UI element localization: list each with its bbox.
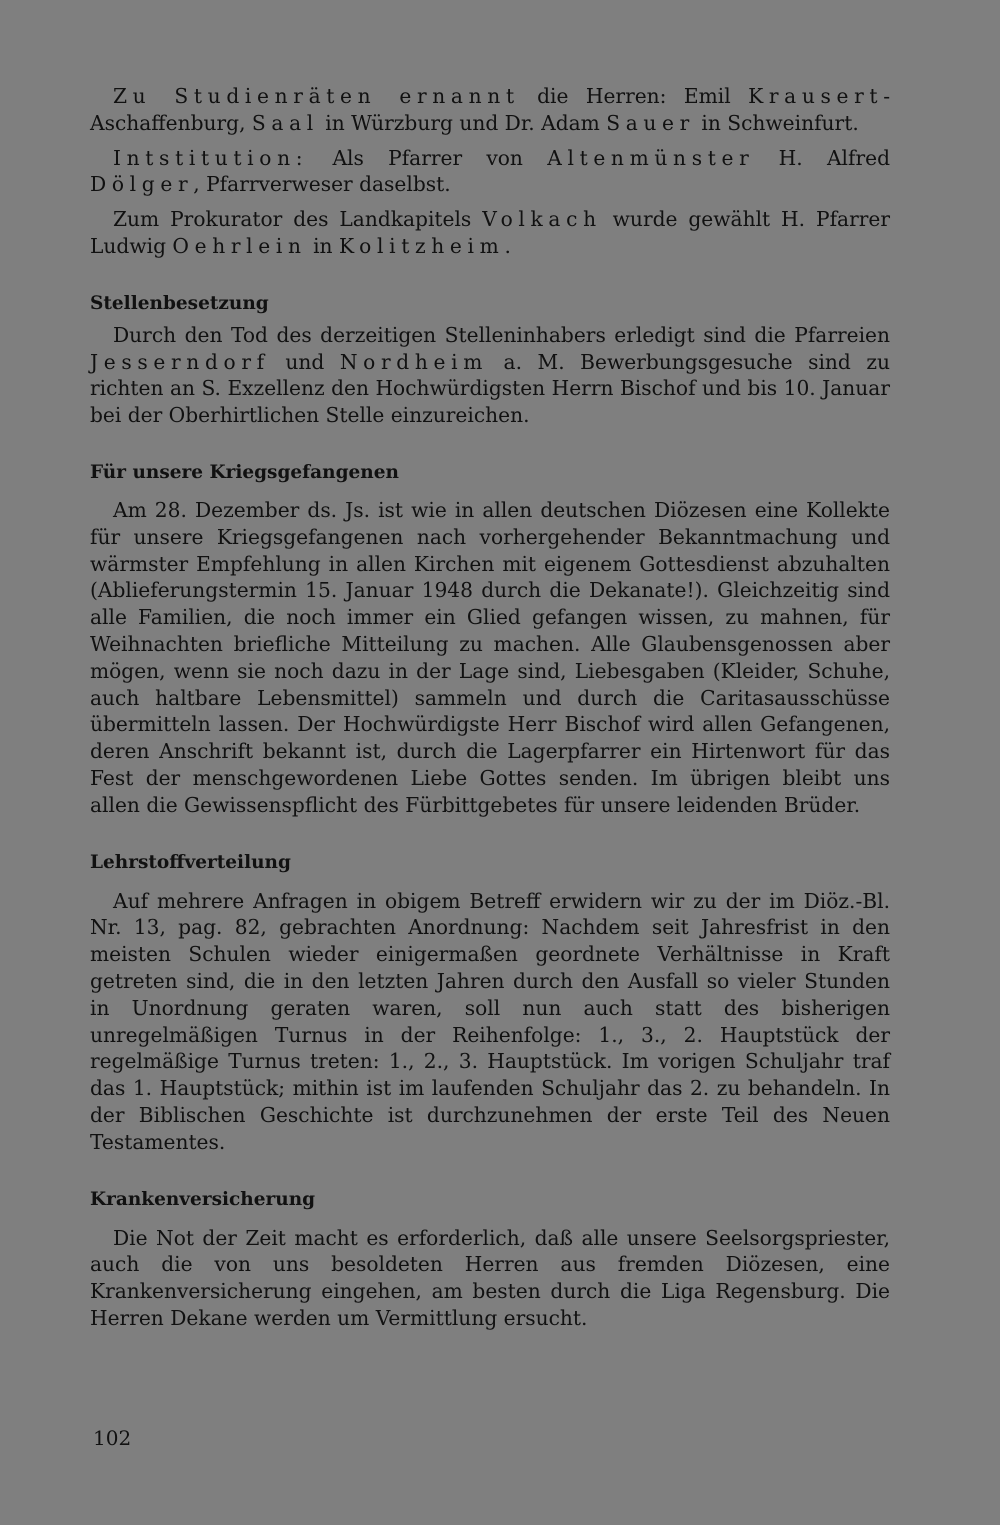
text-run: . — [504, 233, 511, 258]
section-heading-stellenbesetzung: Stellenbesetzung — [90, 292, 269, 314]
text-run: H. Alfred — [754, 145, 890, 170]
spaced-name: Nordheim — [339, 349, 488, 374]
spaced-name: Oehrlein — [172, 233, 307, 258]
text-run: -Aschaffenburg, — [90, 84, 891, 135]
text-run: Als Pfarrer von — [308, 145, 548, 170]
appointment-paragraph — [90, 83, 890, 137]
text-run: in Schweinfurt. — [694, 110, 859, 135]
text-run: in Würzburg und Dr. Adam — [318, 110, 607, 135]
text-run: wurde gewählt H. Pfarrer Ludwig — [90, 207, 890, 258]
spaced-term: Zu Studienräten ernannt — [113, 84, 520, 108]
spaced-name: Saal — [251, 110, 319, 135]
stellenbesetzung-paragraph — [90, 322, 890, 429]
lehrstoffverteilung-paragraph: Auf mehrere Anfragen in obigem Betreff erwidern wir zu der im Diöz.-Bl. Nr. 13, pag. 82, gebrachten Anordnung: Nachdem seit Jahresfrist in den meisten Schulen wieder einigermaßen geordnete Verhältnisse in Kraft getreten sind, die in den letzten Jahren durch den Ausfall so vieler Stunden in Unordnung geraten waren, soll nun auch statt des bisherigen unregelmäßigen Turnus in der Reihenfolge: 1., 3., 2. Hauptstück der regelmäßige Turnus treten: 1., 2., 3. Hauptstück. Im vorigen Schuljahr traf das 1. Hauptstück; mithin ist im laufenden Schuljahr das 2. zu behandeln. In der Biblischen Geschichte ist durchzunehmen der erste Teil des Neuen Testamentes. — [90, 888, 890, 1154]
text-run: , Pfarrverweser daselbst. — [193, 172, 451, 197]
page-number: 102 — [93, 1426, 132, 1450]
spaced-term: Intstitution: — [113, 145, 309, 170]
section-heading-krankenversicherung: Krankenversicherung — [90, 1188, 316, 1210]
text-run: in — [306, 233, 339, 258]
spaced-name: Altenmünster — [547, 145, 755, 170]
spaced-name: Sauer — [606, 110, 695, 135]
kriegsgefangene-paragraph: Am 28. Dezember ds. Js. ist wie in allen deutschen Diözesen eine Kollekte für unsere Kriegsgefangenen nach vorhergehender Bekanntmachung und wärmster Empfehlung in allen Kirchen mit eigenem Gottesdienst abzuhalten (Ablieferungstermin 15. Januar 1948 durch die Dekanate!). Gleichzeitig sind alle Familien, die noch immer ein Glied gefangen wissen, zu mahnen, für Weihnachten briefliche Mitteilung zu machen. Alle Glaubensgenossen aber mögen, wenn sie noch dazu in der Lage sind, Liebesgaben (Kleider, Schuhe, auch haltbare Lebensmittel) sammeln und durch die Caritasausschüsse übermitteln lassen. Der Hochwürdigste Herr Bischof wird allen Gefangenen, deren Anschrift bekannt ist, durch die Lagerpfarrer ein Hirtenwort für das Fest der menschgewordenen Liebe Gottes senden. Im übrigen bleibt uns allen die Gewissenspflicht des Fürbittgebetes für unsere leidenden Brüder. — [90, 497, 890, 817]
text-run: a. M. Bewerbungsgesuche sind zu richten an S. Exzellenz den Hochwürdigsten Herrn Bischof und bis 10. Januar bei der Oberhirtlichen Stelle einzureichen. — [90, 349, 891, 428]
krankenversicherung-paragraph: Die Not der Zeit macht es erforderlich, daß alle unsere Seelsorgspriester, auch die von uns besoldeten Herren aus fremden Diözesen, eine Krankenversicherung eingehen, am besten durch die Liga Regensburg. Die Herren Dekane werden um Vermittlung ersucht. — [90, 1225, 890, 1330]
spaced-name: Jesserndorf — [90, 349, 270, 374]
section-heading-lehrstoffverteilung: Lehrstoffverteilung — [90, 851, 291, 873]
text-run: Durch den Tod des derzeitigen Stelleninhabers erledigt sind die Pfarreien — [113, 322, 890, 347]
spaced-name: Kolitzheim — [338, 233, 505, 258]
procurator-paragraph — [90, 206, 890, 260]
text-run: und — [269, 349, 340, 374]
spaced-name: Krausert — [748, 84, 884, 108]
institution-paragraph — [90, 145, 890, 199]
text-run: Zum Prokurator des Landkapitels — [113, 207, 483, 232]
text-run: die Herren: Emil — [519, 84, 749, 108]
spaced-name: Dölger — [90, 172, 194, 197]
document-page — [90, 83, 890, 1332]
section-heading-kriegsgefangene: Für unsere Kriegsgefangenen — [90, 461, 399, 483]
spaced-name: Volkach — [482, 207, 602, 232]
